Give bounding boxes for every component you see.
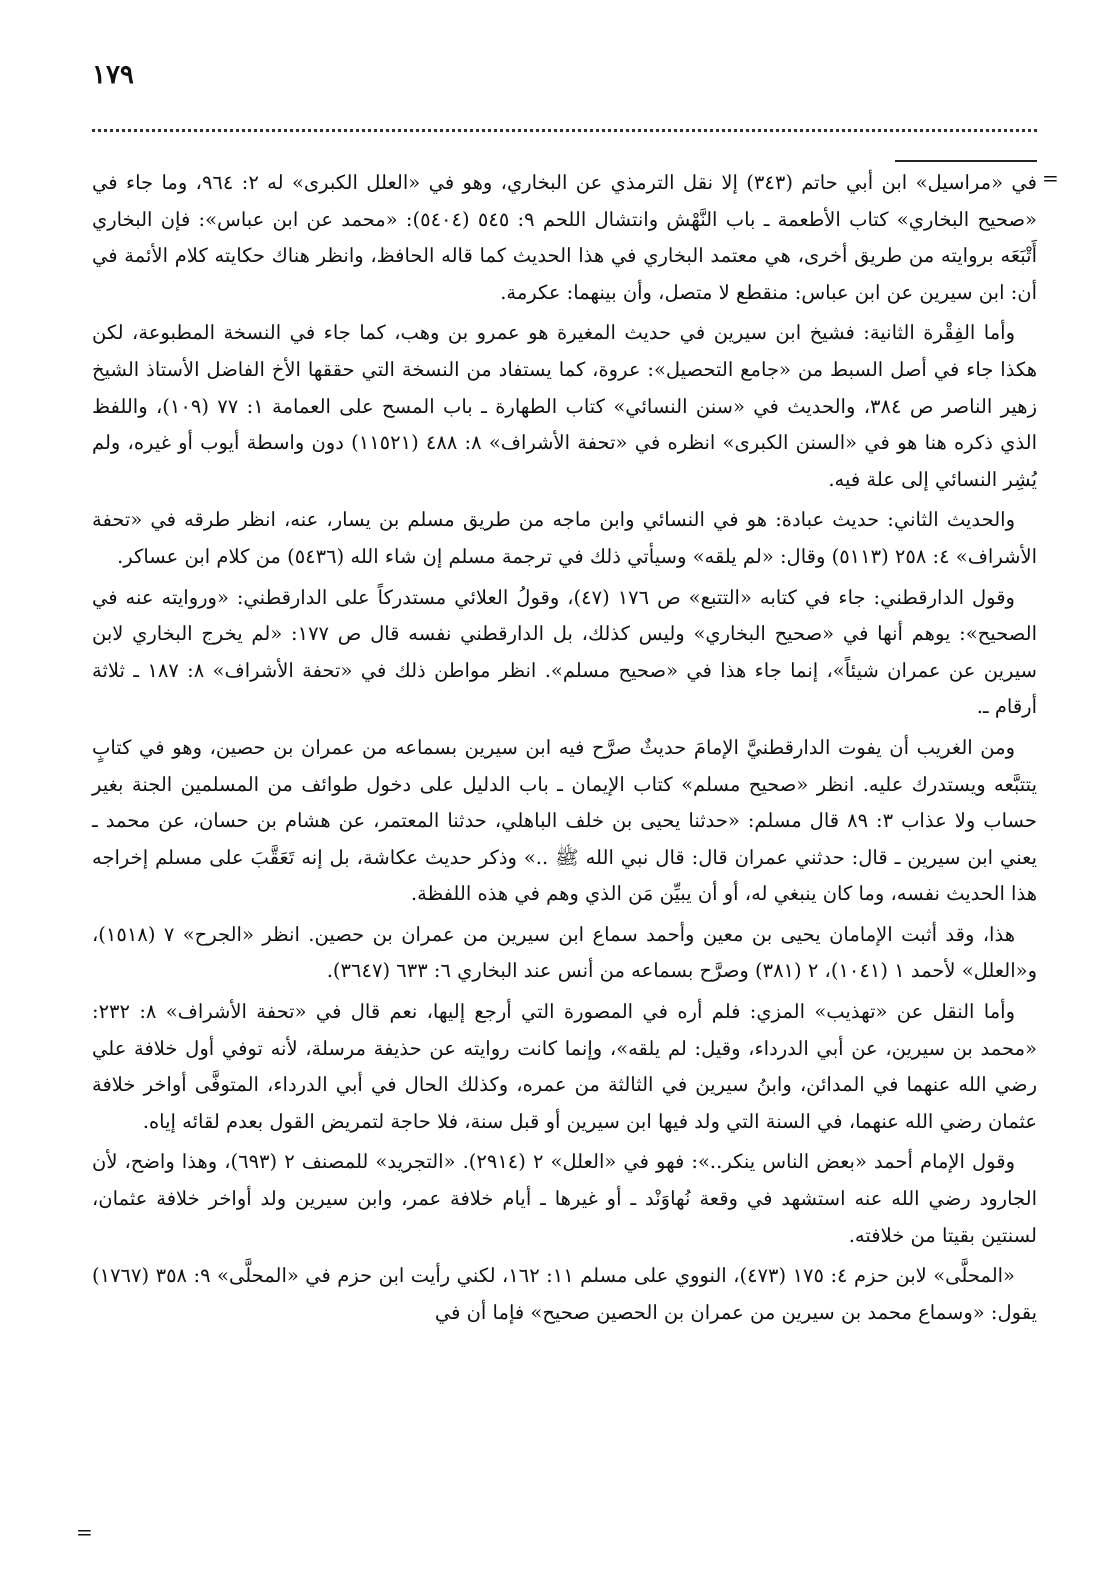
paragraph: وأما النقل عن «تهذيب» المزي: فلم أره في المصورة التي أرجع إليها، نعم قال في «تحفة الأشراف» ٨: ٢٣٢: «محمد بن سيرين، عن أبي الدرداء، وقيل: لم يلقه»، وإنما كانت روايته عن حذيفة مرسلة، لأنه توفي أول خلافة علي رضي الله عنهما في المدائن، وابنُ سيرين في الثالثة من عمره، وكذلك الحال في أبي الدرداء، المتوفَّى أواخر خلافة عثمان رضي الله عنهما، في السنة التي ولد فيها ابن سيرين أو قبل سنة، فلا حاجة لتمريض القول بعدم لقائه إياه. xyxy=(92,1000,1037,1133)
paragraph: في «مراسيل» ابن أبي حاتم (٣٤٣) إلا نقل الترمذي عن البخاري، وهو في «العلل الكبرى» له ٢: ٩٦٤، وما جاء في «صحيح البخاري» كتاب الأطعمة ـ باب النَّهْش وانتشال اللحم ٩: ٥٤٥ (٥٤٠٤): «محمد عن ابن عباس»: فإن البخاري أَتْبَعَه بروايته من طريق أخرى، هي معتمد البخاري في هذا الحديث كما قاله الحافظ، وانظر هناك حكايته كلام الأئمة في أن: ابن سيرين عن ابن عباس: منقطع لا متصل، وأن بينهما: عكرمة. xyxy=(92,171,1038,304)
paragraph: والحديث الثاني: حديث عبادة: هو في النسائي وابن ماجه من طريق مسلم بن يسار، عنه، انظر طرقه في «تحفة الأشراف» ٤: ٢٥٨ (٥١١٣) وقال: «لم يلقه» وسيأتي ذلك في ترجمة مسلم إن شاء الله (٥٤٣٦) من كلام ابن عساكر. xyxy=(92,508,1037,568)
paragraph: «المحلَّى» لابن حزم ٤: ١٧٥ (٤٧٣)، النووي على مسلم ١١: ١٦٢، لكني رأيت ابن حزم في «المحلَّى» ٩: ٣٥٨ (١٧٦٧) يقول: «وسماع محمد بن سيرين من عمران بن الحصين صحيح» فإما أن في xyxy=(92,1264,1037,1324)
continuation-mark-bottom: = xyxy=(76,1520,93,1544)
paragraph: ومن الغريب أن يفوت الدارقطنيَّ الإمامَ حديثٌ صرَّح فيه ابن سيرين بسماعه من عمران بن حصين، وهو في كتابٍ يتتبَّعه ويستدرك عليه. انظر «صحيح مسلم» كتاب الإيمان ـ باب الدليل على دخول طوائف من المسلمين الجنة بغير حساب ولا عذاب ٣: ٨٩ قال مسلم: «حدثنا يحيى بن خلف الباهلي، حدثنا المعتمر، عن هشام بن حسان، عن محمد ـ يعني ابن سيرين ـ قال: حدثني عمران قال: قال نبي الله ﷺ ..» وذكر حديث عكاشة، بل إنه تَعَقَّبَ على مسلم إخراجه هذا الحديث نفسه، وما كان ينبغي له، أو أن يبيِّن مَن الذي وهم في هذه اللفظة. xyxy=(92,735,1037,906)
continuation-mark-top: = xyxy=(1042,166,1059,190)
paragraph: هذا، وقد أثبت الإمامان يحيى بن معين وأحمد سماع ابن سيرين من عمران بن حصين. انظر «الجرح» ٧ (١٥١٨)، و«العلل» لأحمد ١ (١٠٤١)، ٢ (٣٨١) وصرَّح بسماعه من أنس عند البخاري ٦: ٦٣٣ (٣٦٤٧). xyxy=(92,922,1037,983)
paragraph: وقول الإمام أحمد «بعض الناس ينكر..»: فهو في «العلل» ٢ (٢٩١٤). «التجريد» للمصنف ٢ (٦٩٣)، وهذا واضح، لأن الجارود رضي الله عنه استشهد في وقعة نُهاوَنْد ـ أو غيرها ـ أيام خلافة عمر، وابن سيرين ولد أواخر خلافة عثمان، لسنتين بقيتا من خلافته. xyxy=(92,1150,1037,1247)
paragraph: وقول الدارقطني: جاء في كتابه «التتبع» ص ١٧٦ (٤٧)، وقولُ العلائي مستدركاً على الدارقطني: «وروايته عنه في الصحيح»: يوهم أنها في «صحيح البخاري» وليس كذلك، بل الدارقطني نفسه قال ص ١٧٧: «لم يخرج البخاري لابن سيرين عن عمران شيئاً»، إنما جاء هذا في «صحيح مسلم». انظر مواطن ذلك في «تحفة الأشراف» ٨: ١٨٧ ـ ثلاثة أرقام ـ. xyxy=(92,585,1038,719)
header-dotted-rule xyxy=(92,129,1037,132)
footnote-body xyxy=(92,165,1037,1335)
page-number: ١٧٩ xyxy=(92,60,134,90)
paragraph: وأما الفِقْرة الثانية: فشيخ ابن سيرين في حديث المغيرة هو عمرو بن وهب، كما جاء في النسخة المطبوعة، لكن هكذا جاء في أصل السبط من «جامع التحصيل»: عروة، كما يستفاد من النسخة التي حققها الأخ الفاضل الأستاذ الشيخ زهير الناصر ص ٣٨٤، والحديث في «سنن النسائي» كتاب الطهارة ـ باب المسح على العمامة ١: ٧٧ (١٠٩)، واللفظ الذي ذكره هنا هو في «السنن الكبرى» انظره في «تحفة الأشراف» ٨: ٤٨٨ (١١٥٢١) دون واسطة أيوب أو غيره، ولم يُشِر النسائي إلى علة فيه. xyxy=(92,321,1037,491)
footnote-separator-rule xyxy=(895,160,1037,162)
